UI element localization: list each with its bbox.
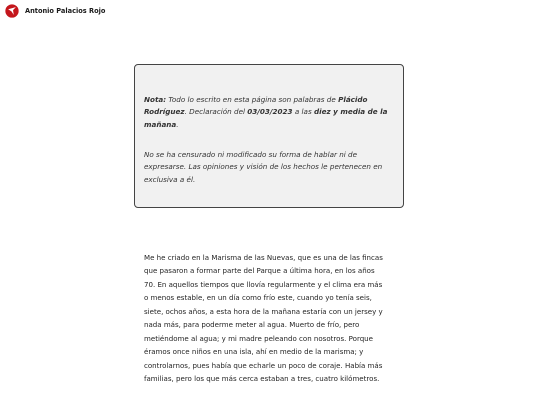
- note-text-4: .: [176, 119, 179, 129]
- note-text-3: a las: [292, 107, 314, 117]
- note-disclaimer: No se ha censurado ni modificado su forma de hablar ni de expresarse. Las opiniones y visión de los hechos le pertenecen en exclusiva a él.: [144, 150, 383, 184]
- site-title[interactable]: Antonio Palacios Rojo: [25, 7, 106, 15]
- article-paragraph: Me he criado en la Marisma de las Nuevas, que es una de las fincas que pasaron a formar parte del Parque a última hora, en los años 70. En aquellos tiempos que llovía regularmente y el clima era más o menos estable, en un día como frío este, cuando yo tenía seis, siete, ochos años, a esta hora de la mañana estaría con un jersey y nada más, para poderme meter al agua. Muerto de frío, pero metiéndome al agua; y mi madre peleando con nosotros. Porque éramos once niños en una isla, ahí en medio de la marisma; y controlarnos, pues había que echarle un poco de coraje. Había más familias, pero los que más cerca estaban a tres, cuatro kilómetros.: [144, 253, 383, 384]
- red-bird-logo-icon[interactable]: [5, 4, 19, 18]
- note-date: 03/03/2023: [247, 107, 293, 117]
- note-time: diez y media de la mañana: [144, 107, 388, 129]
- site-header: [5, 3, 105, 19]
- note-attribution: [144, 94, 399, 131]
- editorial-note-box: [134, 64, 404, 208]
- note-label: Nota:: [144, 95, 167, 104]
- note-speaker: Plácido Rodríguez: [144, 95, 368, 117]
- note-text-2: . Declaración del: [184, 107, 248, 117]
- note-text-1: Todo lo escrito en esta página son palabras de: [166, 95, 339, 104]
